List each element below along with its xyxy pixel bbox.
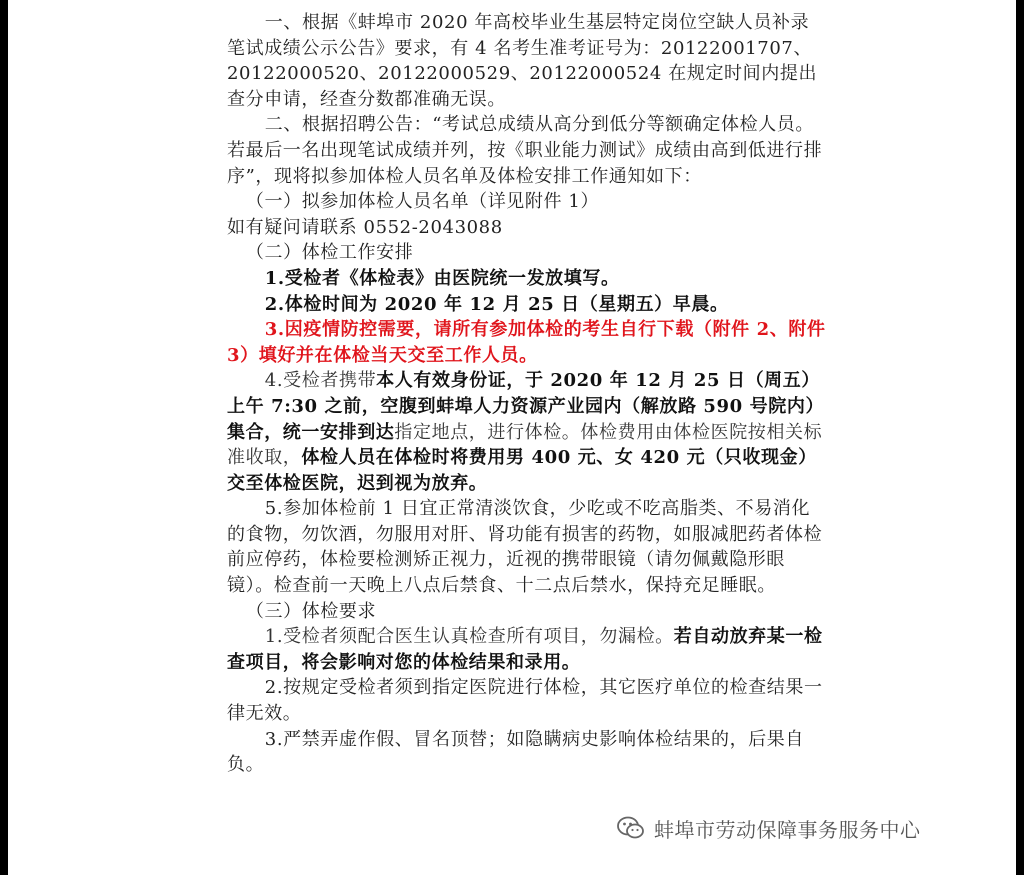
section-1-heading: （一）拟参加体检人员名单（详见附件 1） xyxy=(245,191,600,213)
contact-line: 如有疑问请联系 0552-2043088 xyxy=(227,216,503,238)
item-2-5: 5.参加体检前 1 日宜正常清淡饮食，少吃或不吃高脂类、不易消化的食物，勿饮酒，勿服用对肝、肾功能有损害的药物，如服减肥药者体检前应停药，体检要检测矫正视力，近视的携带眼镜（请勿佩戴隐形眼镜）。检查前一天晚上八点后禁食、十二点后禁水，保持充足睡眠。 xyxy=(227,498,823,597)
item-3-1 xyxy=(227,624,827,675)
item-3-1-part-b: 若自动放弃某一检查项目，将会影响对您的体检结果和录用。 xyxy=(227,626,823,673)
section-3-heading: （三）体检要求 xyxy=(245,600,377,622)
item-2-4-part-d: 体检人员在体检时将费用男 400 元、女 420 元（只收现金）交至体检医院，迟到视为放弃。 xyxy=(227,447,817,494)
item-2-4 xyxy=(227,368,827,496)
item-3-2: 2.按规定受检者须到指定医院进行体检，其它医疗单位的检查结果一律无效。 xyxy=(227,677,823,725)
item-3-3: 3.严禁弄虚作假、冒名顶替；如隐瞒病史影响体检结果的，后果自负。 xyxy=(227,728,804,776)
wechat-icon xyxy=(616,813,646,843)
paragraph-1: 一、根据《蚌埠市 2020 年高校毕业生基层特定岗位空缺人员补录笔试成绩公示公告》要求，有 4 名考生准考证号为：20122001707、20122000520、20122000529、20122000524 在规定时间内提出查分申请，经查分数都准确无误。 xyxy=(227,12,818,110)
watermark-text: 蚌埠市劳动保障事务服务中心 xyxy=(654,817,921,842)
item-2-1: 1.受检者《体检表》由医院统一发放填写。 xyxy=(264,267,620,289)
item-3-1-part-a: 1.受检者须配合医生认真检查所有项目，勿漏检。 xyxy=(264,626,674,648)
item-2-2: 2.体检时间为 2020 年 12 月 25 日（星期五）早晨。 xyxy=(264,293,729,315)
paragraph-2: 二、根据招聘公告：“考试总成绩从高分到低分等额确定体检人员。若最后一名出现笔试成绩并列，按《职业能力测试》成绩由高到低进行排序”，现将拟参加体检人员名单及体检安排工作通知如下： xyxy=(227,114,823,187)
item-2-3: 3.因疫情防控需要，请所有参加体检的考生自行下载（附件 2、附件 3）填好并在体检当天交至工作人员。 xyxy=(227,319,826,366)
item-2-4-part-c: 指定地点，进行体检。体检费用由体检医院按相关标准收取， xyxy=(227,421,823,469)
item-2-4-part-b: 本人有效身份证，于 2020 年 12 月 25 日（周五）上午 7:30 之前，空腹到蚌埠人力资源产业园内（解放路 590 号院内）集合，统一安排到达 xyxy=(227,370,825,443)
watermark xyxy=(616,812,921,844)
item-2-4-part-a: 4.受检者携带 xyxy=(264,370,377,392)
document-body xyxy=(227,10,827,778)
section-2-heading: （二）体检工作安排 xyxy=(245,242,414,264)
